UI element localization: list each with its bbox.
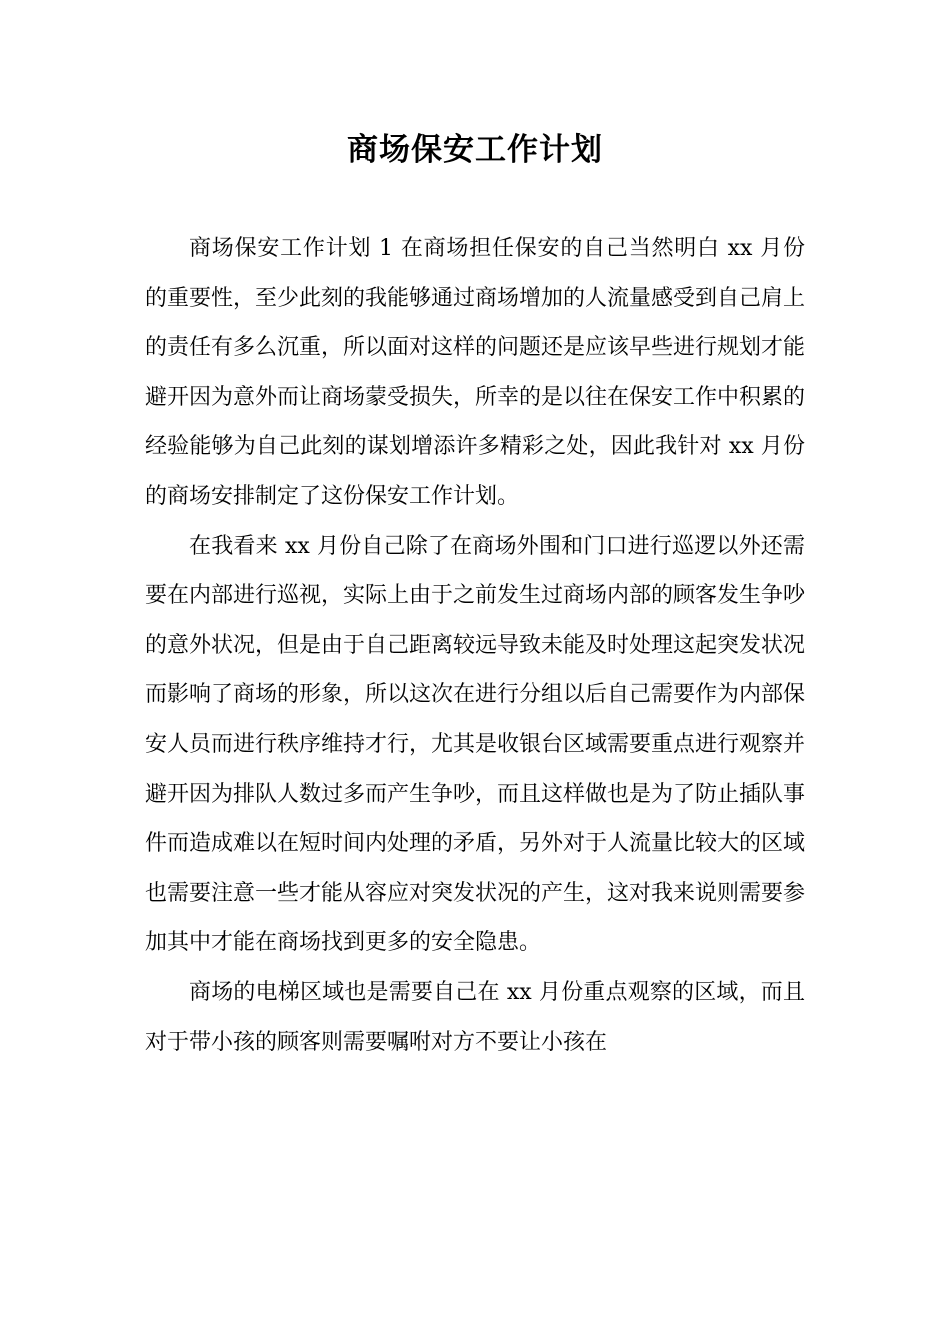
document-body — [145, 224, 805, 1067]
paragraph-1: 商场保安工作计划 1 在商场担任保安的自己当然明白 xx 月份的重要性，至少此刻的我能够通过商场增加的人流量感受到自己肩上的责任有多么沉重，所以面对这样的问题还是应该早些进行规划才能避开因为意外而让商场蒙受损失，所幸的是以往在保安工作中积累的经验能够为自己此刻的谋划增添许多精彩之处，因此我针对 xx 月份的商场安排制定了这份保安工作计划。 — [145, 236, 806, 509]
document-title: 商场保安工作计划 — [347, 132, 603, 168]
paragraph-2: 在我看来 xx 月份自己除了在商场外围和门口进行巡逻以外还需要在内部进行巡视，实际上由于之前发生过商场内部的顾客发生争吵的意外状况，但是由于自己距离较远导致未能及时处理这起突发状况而影响了商场的形象，所以这次在进行分组以后自己需要作为内部保安人员而进行秩序维持才行，尤其是收银台区域需要重点进行观察并避开因为排队人数过多而产生争吵，而且这样做也是为了防止插队事件而造成难以在短时间内处理的矛盾，另外对于人流量比较大的区域也需要注意一些才能从容应对突发状况的产生，这对我来说则需要参加其中才能在商场找到更多的安全隐患。 — [145, 533, 806, 956]
paragraph-3: 商场的电梯区域也是需要自己在 xx 月份重点观察的区域，而且对于带小孩的顾客则需要嘱咐对方不要让小孩在 — [145, 979, 805, 1055]
